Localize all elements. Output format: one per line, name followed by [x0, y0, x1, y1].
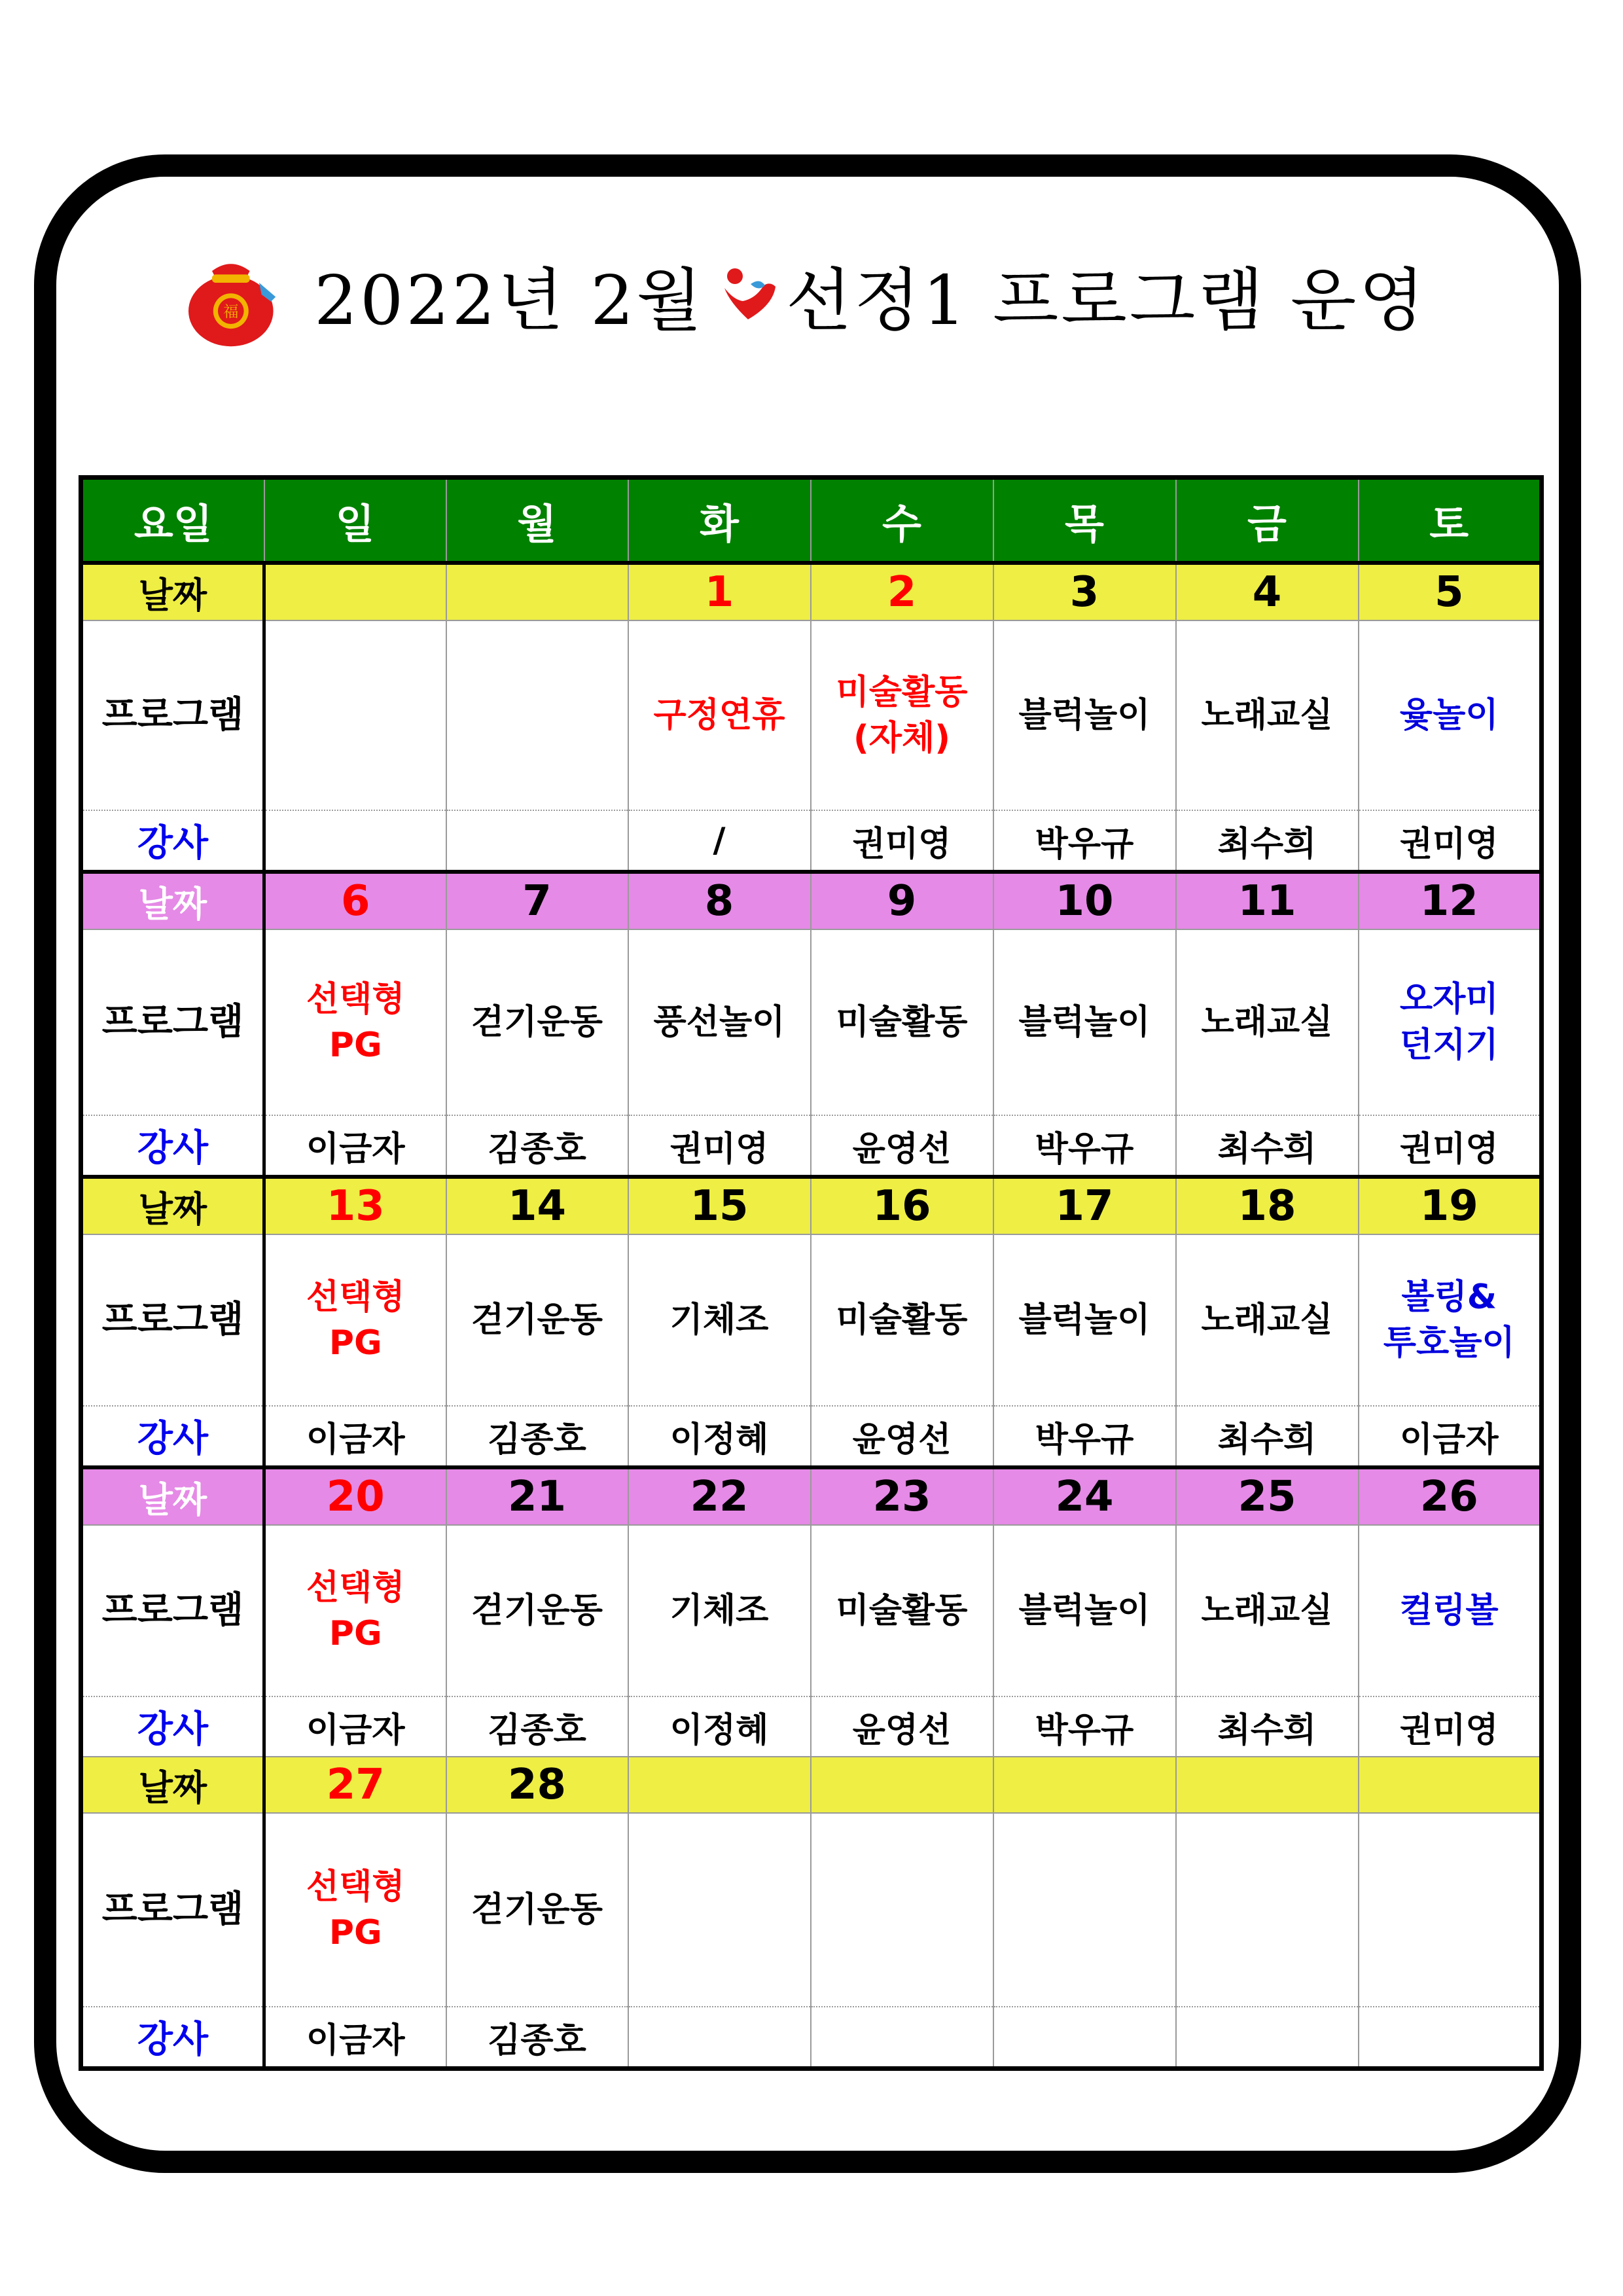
- teacher-cell: 권미영: [1359, 810, 1542, 872]
- program-cell: 노래교실: [1176, 1234, 1359, 1406]
- week2-program-row: [81, 929, 1542, 1115]
- date-cell: 12: [1359, 872, 1542, 929]
- teacher-cell: 박우규: [993, 1696, 1176, 1757]
- teacher-cell: /: [628, 810, 811, 872]
- date-cell: 22: [628, 1467, 811, 1525]
- program-label: 프로그램: [81, 1813, 264, 2007]
- week2-date-row: [81, 872, 1542, 929]
- date-cell: 21: [446, 1467, 628, 1525]
- date-cell: 4: [1176, 563, 1359, 620]
- date-cell: 11: [1176, 872, 1359, 929]
- program-cell: 풍선놀이: [628, 929, 811, 1115]
- calendar-table: [79, 475, 1544, 2071]
- teacher-cell: 이금자: [264, 1406, 446, 1467]
- program-cell: 노래교실: [1176, 929, 1359, 1115]
- program-cell: 컬링볼: [1359, 1525, 1542, 1696]
- date-cell: 27: [264, 1757, 446, 1813]
- date-cell: 9: [811, 872, 993, 929]
- title-part2: 선정1 프로그램 운영: [785, 260, 1427, 340]
- program-cell: 노래교실: [1176, 620, 1359, 810]
- week3-date-row: [81, 1177, 1542, 1234]
- week1-teacher-row: [81, 810, 1542, 872]
- weekday-mon: 월: [446, 478, 628, 564]
- program-cell: 윷놀이: [1359, 620, 1542, 810]
- week2-teacher-row: [81, 1115, 1542, 1177]
- program-cell: 미술활동 (자체): [811, 620, 993, 810]
- teacher-cell: [1176, 2007, 1359, 2069]
- date-cell: 16: [811, 1177, 993, 1234]
- teacher-cell: 윤영선: [811, 1115, 993, 1177]
- date-cell: 17: [993, 1177, 1176, 1234]
- date-cell: [993, 1757, 1176, 1813]
- title-part1: 2022년 2월: [314, 260, 705, 340]
- teacher-cell: [628, 2007, 811, 2069]
- program-cell: 블럭놀이: [993, 620, 1176, 810]
- program-cell: 선택형 PG: [264, 1525, 446, 1696]
- date-cell: 25: [1176, 1467, 1359, 1525]
- week3-program-row: [81, 1234, 1542, 1406]
- svg-text:福: 福: [223, 302, 239, 321]
- week4-date-row: [81, 1467, 1542, 1525]
- program-cell: 미술활동: [811, 1525, 993, 1696]
- teacher-cell: 김종호: [446, 2007, 628, 2069]
- weekday-wed: 수: [811, 478, 993, 564]
- date-cell: 20: [264, 1467, 446, 1525]
- date-label: 날짜: [81, 1757, 264, 1813]
- date-cell: 26: [1359, 1467, 1542, 1525]
- date-cell: 10: [993, 872, 1176, 929]
- program-cell: 걷기운동: [446, 929, 628, 1115]
- teacher-cell: 이정혜: [628, 1696, 811, 1757]
- date-cell: 28: [446, 1757, 628, 1813]
- teacher-cell: 윤영선: [811, 1696, 993, 1757]
- teacher-label: 강사: [81, 2007, 264, 2069]
- program-cell: 기체조: [628, 1234, 811, 1406]
- date-cell: 19: [1359, 1177, 1542, 1234]
- teacher-cell: 권미영: [1359, 1115, 1542, 1177]
- teacher-cell: 최수희: [1176, 810, 1359, 872]
- date-cell: 23: [811, 1467, 993, 1525]
- date-cell: 1: [628, 563, 811, 620]
- week1-program-row: [81, 620, 1542, 810]
- weekday-header-row: [81, 478, 1542, 564]
- weekday-sun: 일: [264, 478, 446, 564]
- date-cell: 15: [628, 1177, 811, 1234]
- week5-date-row: [81, 1757, 1542, 1813]
- week3-teacher-row: [81, 1406, 1542, 1467]
- program-cell: 선택형 PG: [264, 1813, 446, 2007]
- program-label: 프로그램: [81, 929, 264, 1115]
- date-cell: [628, 1757, 811, 1813]
- date-cell: 14: [446, 1177, 628, 1234]
- weekday-thu: 목: [993, 478, 1176, 564]
- teacher-cell: 박우규: [993, 1115, 1176, 1177]
- program-cell: 오자미 던지기: [1359, 929, 1542, 1115]
- program-cell: 미술활동: [811, 1234, 993, 1406]
- week5-teacher-row: [81, 2007, 1542, 2069]
- teacher-label: 강사: [81, 1406, 264, 1467]
- date-cell: 5: [1359, 563, 1542, 620]
- teacher-cell: 김종호: [446, 1115, 628, 1177]
- teacher-label: 강사: [81, 1115, 264, 1177]
- week5-program-row: [81, 1813, 1542, 2007]
- date-label: 날짜: [81, 1467, 264, 1525]
- teacher-cell: 박우규: [993, 810, 1176, 872]
- heart-icon: [717, 262, 782, 327]
- date-cell: 6: [264, 872, 446, 929]
- teacher-cell: 권미영: [811, 810, 993, 872]
- date-cell: [1359, 1757, 1542, 1813]
- program-cell: 걷기운동: [446, 1234, 628, 1406]
- program-cell: [628, 1813, 811, 2007]
- date-cell: 24: [993, 1467, 1176, 1525]
- weekday-fri: 금: [1176, 478, 1359, 564]
- teacher-cell: [811, 2007, 993, 2069]
- date-cell: [1176, 1757, 1359, 1813]
- date-cell: 18: [1176, 1177, 1359, 1234]
- weekday-tue: 화: [628, 478, 811, 564]
- title-row: [177, 232, 1427, 357]
- program-cell: 블럭놀이: [993, 1525, 1176, 1696]
- lucky-bag-icon: [177, 236, 294, 353]
- teacher-cell: [446, 810, 628, 872]
- program-label: 프로그램: [81, 620, 264, 810]
- date-cell: [264, 563, 446, 620]
- teacher-cell: 권미영: [628, 1115, 811, 1177]
- date-cell: [446, 563, 628, 620]
- program-cell: [993, 1813, 1176, 2007]
- teacher-label: 강사: [81, 810, 264, 872]
- date-label: 날짜: [81, 563, 264, 620]
- teacher-cell: 이금자: [264, 1696, 446, 1757]
- teacher-cell: [264, 810, 446, 872]
- teacher-cell: 최수희: [1176, 1115, 1359, 1177]
- program-cell: 볼링& 투호놀이: [1359, 1234, 1542, 1406]
- teacher-cell: 이금자: [264, 1115, 446, 1177]
- teacher-cell: 박우규: [993, 1406, 1176, 1467]
- weekday-label: 요일: [81, 478, 264, 564]
- date-label: 날짜: [81, 1177, 264, 1234]
- date-cell: 7: [446, 872, 628, 929]
- teacher-cell: [993, 2007, 1176, 2069]
- program-cell: [446, 620, 628, 810]
- program-cell: 미술활동: [811, 929, 993, 1115]
- teacher-cell: 최수희: [1176, 1696, 1359, 1757]
- date-cell: [811, 1757, 993, 1813]
- teacher-cell: 윤영선: [811, 1406, 993, 1467]
- program-label: 프로그램: [81, 1234, 264, 1406]
- program-cell: 선택형 PG: [264, 1234, 446, 1406]
- teacher-label: 강사: [81, 1696, 264, 1757]
- teacher-cell: 이금자: [1359, 1406, 1542, 1467]
- date-cell: 13: [264, 1177, 446, 1234]
- teacher-cell: 김종호: [446, 1696, 628, 1757]
- program-cell: [1359, 1813, 1542, 2007]
- date-cell: 3: [993, 563, 1176, 620]
- teacher-cell: 권미영: [1359, 1696, 1542, 1757]
- teacher-cell: 이금자: [264, 2007, 446, 2069]
- program-cell: [264, 620, 446, 810]
- program-cell: 노래교실: [1176, 1525, 1359, 1696]
- date-label: 날짜: [81, 872, 264, 929]
- program-cell: 걷기운동: [446, 1813, 628, 2007]
- program-cell: 블럭놀이: [993, 1234, 1176, 1406]
- date-cell: 2: [811, 563, 993, 620]
- program-label: 프로그램: [81, 1525, 264, 1696]
- teacher-cell: [1359, 2007, 1542, 2069]
- date-cell: 8: [628, 872, 811, 929]
- teacher-cell: 김종호: [446, 1406, 628, 1467]
- weekday-sat: 토: [1359, 478, 1542, 564]
- week4-program-row: [81, 1525, 1542, 1696]
- program-cell: 구정연휴: [628, 620, 811, 810]
- week1-date-row: [81, 563, 1542, 620]
- program-cell: 걷기운동: [446, 1525, 628, 1696]
- program-cell: 기체조: [628, 1525, 811, 1696]
- week4-teacher-row: [81, 1696, 1542, 1757]
- program-cell: [1176, 1813, 1359, 2007]
- program-cell: 블럭놀이: [993, 929, 1176, 1115]
- program-cell: 선택형 PG: [264, 929, 446, 1115]
- teacher-cell: 최수희: [1176, 1406, 1359, 1467]
- teacher-cell: 이정혜: [628, 1406, 811, 1467]
- program-cell: [811, 1813, 993, 2007]
